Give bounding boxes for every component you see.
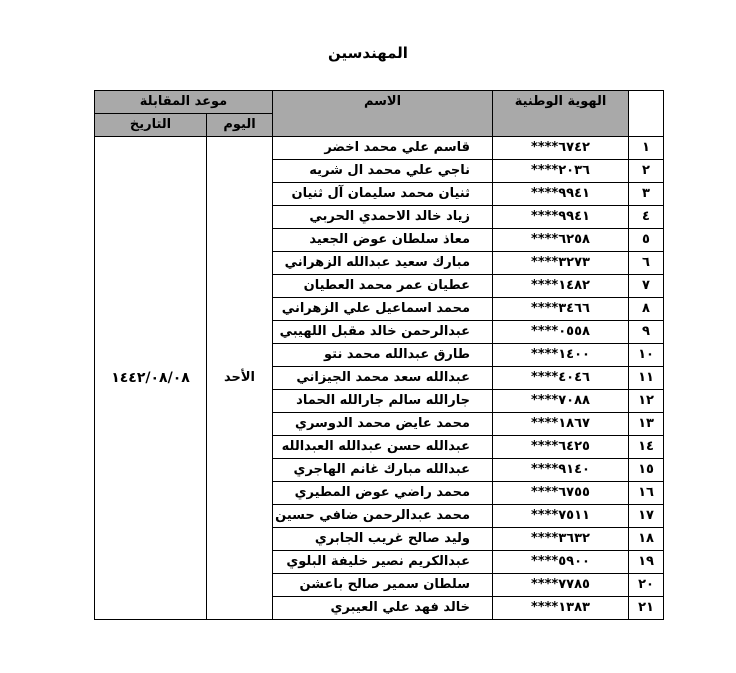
national-id: ****٧٧٨٥ — [493, 574, 629, 597]
row-number: ٥ — [629, 229, 664, 252]
number-header-blank — [629, 91, 664, 114]
national-id: ****١٤٨٢ — [493, 275, 629, 298]
national-id: ****٠٥٥٨ — [493, 321, 629, 344]
day-header: اليوم — [207, 114, 273, 137]
applicant-name: عبدالله مبارك غانم الهاجري — [273, 459, 493, 482]
applicant-name: مبارك سعيد عبدالله الزهراني — [273, 252, 493, 275]
interview-day: الأحد — [207, 137, 273, 620]
row-number: ١٨ — [629, 528, 664, 551]
row-number: ٤ — [629, 206, 664, 229]
interview-header: موعد المقابلة — [95, 91, 273, 114]
national-id: ****١٤٠٠ — [493, 344, 629, 367]
applicant-name: محمد عايض محمد الدوسري — [273, 413, 493, 436]
row-number: ٢١ — [629, 597, 664, 620]
applicant-name: زياد خالد الاحمدي الحربي — [273, 206, 493, 229]
national-id: ****٦٢٥٨ — [493, 229, 629, 252]
row-number: ٢٠ — [629, 574, 664, 597]
header-row-1 — [95, 91, 664, 114]
national-id: ****٤٠٤٦ — [493, 367, 629, 390]
row-number: ٣ — [629, 183, 664, 206]
row-number: ٢ — [629, 160, 664, 183]
row-number: ١ — [629, 137, 664, 160]
national-id: ****٦٧٥٥ — [493, 482, 629, 505]
applicant-name: جارالله سالم جارالله الحماد — [273, 390, 493, 413]
national-id: ****٣٢٧٣ — [493, 252, 629, 275]
national-id: ****٥٩٠٠ — [493, 551, 629, 574]
row-number: ١٦ — [629, 482, 664, 505]
applicant-name: عبدالرحمن خالد مقبل اللهيبي — [273, 321, 493, 344]
applicant-name: طارق عبدالله محمد نتو — [273, 344, 493, 367]
applicant-name: وليد صالح غريب الجابري — [273, 528, 493, 551]
applicant-name: سلطان سمير صالح باعشن — [273, 574, 493, 597]
applicant-name: ثنيان محمد سليمان آل ثنيان — [273, 183, 493, 206]
national-id-header: الهوية الوطنية — [493, 91, 629, 137]
applicant-name: خالد فهد علي العيبري — [273, 597, 493, 620]
applicant-name: عبدالكريم نصير خليفة البلوي — [273, 551, 493, 574]
row-number: ١٩ — [629, 551, 664, 574]
national-id: ****٧٠٨٨ — [493, 390, 629, 413]
applicant-name: محمد راضي عوض المطيري — [273, 482, 493, 505]
applicant-name: عبدالله سعد محمد الجيزاني — [273, 367, 493, 390]
national-id: ****٩٩٤١ — [493, 183, 629, 206]
row-number: ١٧ — [629, 505, 664, 528]
applicant-name: عبدالله حسن عبدالله العبدالله — [273, 436, 493, 459]
applicant-name: ناجي علي محمد ال شريه — [273, 160, 493, 183]
row-number: ٩ — [629, 321, 664, 344]
national-id: ****٦٧٤٢ — [493, 137, 629, 160]
applicant-name: محمد عبدالرحمن ضافي حسين — [273, 505, 493, 528]
national-id: ****٩١٤٠ — [493, 459, 629, 482]
national-id: ****١٣٨٣ — [493, 597, 629, 620]
interview-schedule-table — [94, 90, 664, 620]
applicant-name: معاذ سلطان عوض الجعيد — [273, 229, 493, 252]
number-header-blank-2 — [629, 114, 664, 137]
interview-date: ١٤٤٢/٠٨/٠٨ — [95, 137, 207, 620]
applicant-name: قاسم علي محمد اخضر — [273, 137, 493, 160]
national-id: ****٦٤٢٥ — [493, 436, 629, 459]
row-number: ١٢ — [629, 390, 664, 413]
national-id: ****٣٦٣٢ — [493, 528, 629, 551]
name-header: الاسم — [273, 91, 493, 137]
row-number: ١٠ — [629, 344, 664, 367]
national-id: ****٧٥١١ — [493, 505, 629, 528]
row-number: ١٥ — [629, 459, 664, 482]
row-number: ٨ — [629, 298, 664, 321]
row-number: ١١ — [629, 367, 664, 390]
row-number: ٦ — [629, 252, 664, 275]
row-number: ٧ — [629, 275, 664, 298]
national-id: ****١٨٦٧ — [493, 413, 629, 436]
row-number: ١٤ — [629, 436, 664, 459]
applicant-name: عطيان عمر محمد العطيان — [273, 275, 493, 298]
national-id: ****٣٤٦٦ — [493, 298, 629, 321]
national-id: ****٢٠٣٦ — [493, 160, 629, 183]
row-number: ١٣ — [629, 413, 664, 436]
date-header: التاريخ — [95, 114, 207, 137]
page-title: المهندسين — [328, 44, 408, 62]
table-row — [95, 137, 664, 160]
national-id: ****٩٩٤١ — [493, 206, 629, 229]
applicant-name: محمد اسماعيل علي الزهراني — [273, 298, 493, 321]
